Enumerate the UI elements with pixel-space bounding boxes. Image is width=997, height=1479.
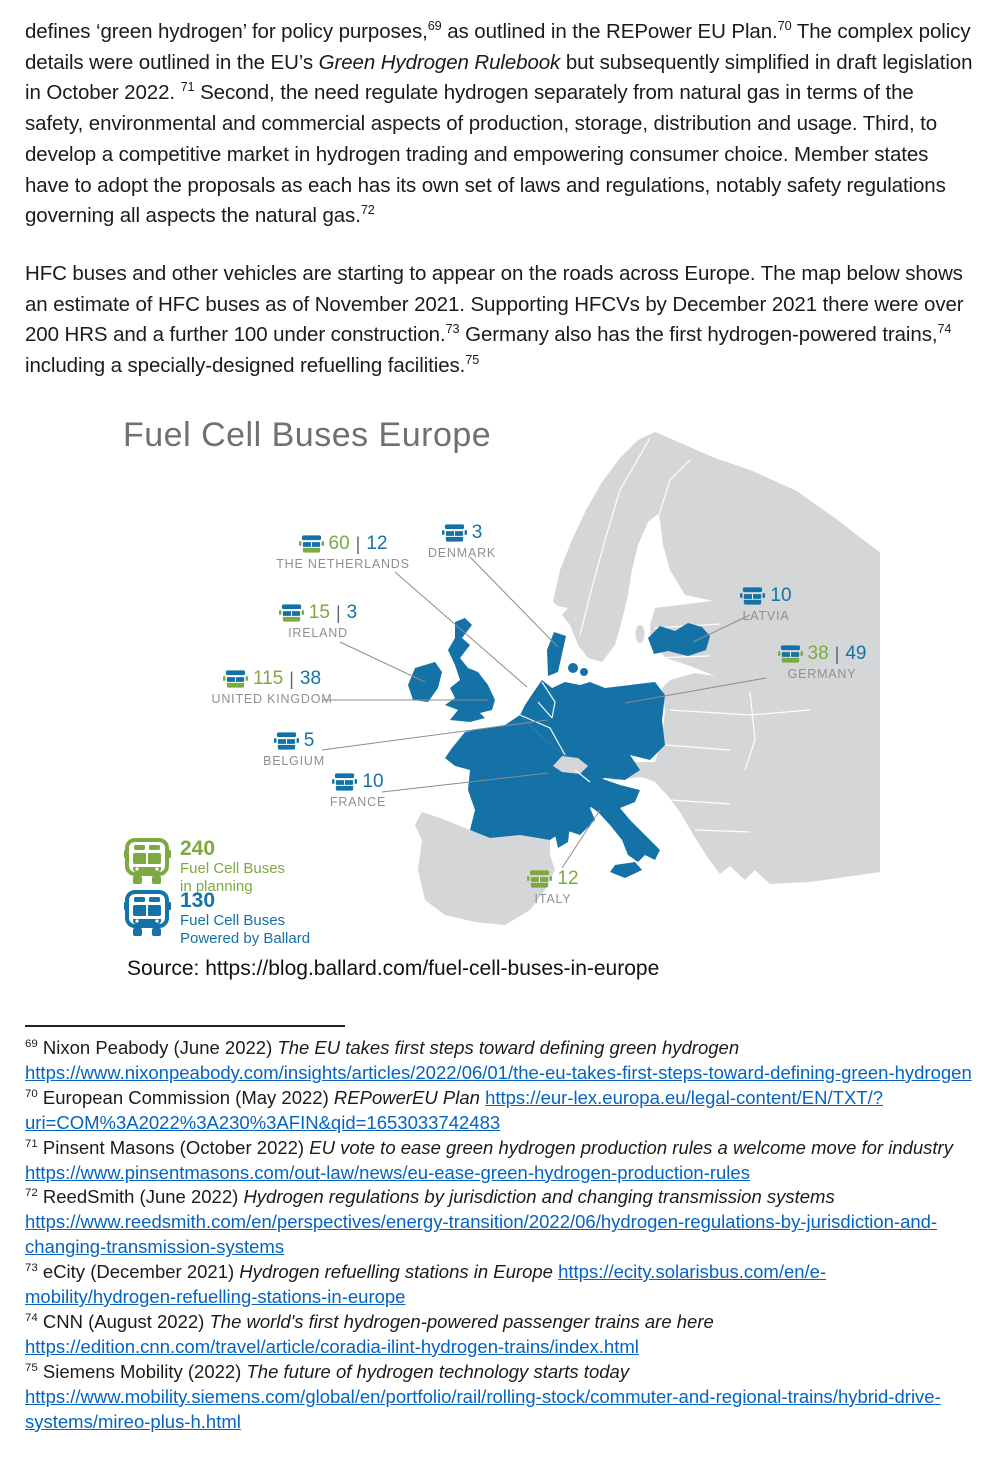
count-planned: 60 xyxy=(328,533,350,554)
separator: | xyxy=(834,643,840,664)
count-ballard: 3 xyxy=(471,522,483,543)
count-ballard: 3 xyxy=(346,602,358,623)
footnote-ref: 73 xyxy=(25,1262,38,1274)
footnote-73 xyxy=(25,1260,977,1310)
legend-planned xyxy=(124,838,285,896)
source-caption: Source: https://blog.ballard.com/fuel-cell-buses-in-europe xyxy=(127,957,660,980)
text-run: Second, the need regulate hydrogen separately from natural gas in terms of the safety, environmental and commercial aspects of production, storage, distribution and usage. Third, to develop a competitive market in hydrogen trading and empowering consumer choice. Member states have to adopt the proposals as each has its own set of laws and regulations, notably safety regulations governing all aspects the natural gas. xyxy=(25,81,946,228)
country-name: THE NETHERLANDS xyxy=(276,557,410,571)
map-label-belgium xyxy=(224,730,364,768)
footnote-ref: 71 xyxy=(25,1137,38,1150)
text-run: Siemens Mobility (2022) xyxy=(37,1360,247,1382)
footnote-ref: 69 xyxy=(427,18,442,34)
paragraph-green-hydrogen-policy xyxy=(25,17,977,232)
footnote-ref: 70 xyxy=(777,18,792,34)
green-bus-icon xyxy=(124,838,171,886)
bus-icon xyxy=(299,534,324,554)
hyperlink[interactable]: https://www.mobility.siemens.com/global/en/portfolio/rail/rolling-stock/commuter-and-regional-trains/hybrid-drive-systems/mireo-plus-h.html xyxy=(25,1385,941,1432)
text-run: REPowerEU Plan xyxy=(333,1086,480,1108)
footnote-70 xyxy=(25,1086,977,1136)
separator: | xyxy=(289,668,294,689)
country-name: FRANCE xyxy=(329,795,387,809)
map-title: Fuel Cell Buses Europe xyxy=(123,416,492,454)
footnote-ref: 74 xyxy=(937,321,952,337)
bus-icon xyxy=(527,869,552,889)
footnote-75 xyxy=(25,1360,977,1435)
bus-icon xyxy=(778,644,803,664)
footnote-ref: 72 xyxy=(360,202,375,218)
count-planned: 15 xyxy=(308,602,330,623)
map-label-germany xyxy=(752,643,892,681)
footnote-71 xyxy=(25,1136,977,1186)
map-label-united-kingdom xyxy=(202,668,342,706)
paragraph-hfc-buses xyxy=(25,259,977,382)
count-ballard: 5 xyxy=(303,730,315,751)
footnote-ref: 73 xyxy=(445,321,460,337)
country-name: GERMANY xyxy=(787,667,857,681)
count-ballard: 49 xyxy=(845,643,867,664)
text-run: Nixon Peabody (June 2022) xyxy=(37,1037,278,1058)
text-run: eCity (December 2021) xyxy=(37,1261,240,1283)
footnote-72 xyxy=(25,1185,977,1260)
map-label-ireland xyxy=(248,602,388,640)
bus-icon xyxy=(740,586,765,606)
text-run: HFC buses and other vehicles are starting to appear on the roads across Europe. The map below shows an estimate of HFC buses as of November 2021. Supporting HFCVs by December 2021 there were over 200 HRS and a further 100 under construction. xyxy=(25,262,964,347)
country-name: BELGIUM xyxy=(263,754,325,768)
country-name: UNITED KINGDOM xyxy=(211,692,333,706)
hyperlink[interactable]: https://edition.cnn.com/travel/article/coradia-ilint-hydrogen-trains/index.html xyxy=(25,1335,639,1357)
separator: | xyxy=(335,602,341,623)
count-ballard: 10 xyxy=(362,771,384,792)
legend-ballard xyxy=(124,890,310,948)
hyperlink[interactable]: https://ecity.solarisbus.com/en/e-mobility/hydrogen-refuelling-stations-in-europe xyxy=(25,1261,827,1308)
legend-line: Fuel Cell Buses xyxy=(180,912,286,929)
hyperlink[interactable]: https://www.reedsmith.com/en/perspectives/energy-transition/2022/06/hydrogen-regulations-by-jurisdiction-and-changing-transmission-systems xyxy=(25,1211,938,1258)
text-run: The world's first hydrogen-powered passenger trains are here xyxy=(209,1310,714,1332)
hyperlink[interactable]: https://www.nixonpeabody.com/insights/articles/2022/06/01/the-eu-takes-first-steps-toward-defining-green-hydrogen xyxy=(25,1061,972,1083)
bus-icon xyxy=(442,523,467,543)
map-label-latvia xyxy=(696,585,836,623)
text-run: Green Hydrogen Rulebook xyxy=(318,50,561,74)
count-planned: 115 xyxy=(252,668,284,689)
legend-count: 240 xyxy=(180,837,216,860)
count-planned: 38 xyxy=(807,643,829,664)
blue-bus-icon xyxy=(124,890,171,938)
text-run: European Commission (May 2022) xyxy=(37,1086,334,1108)
footnote-ref: 74 xyxy=(25,1311,38,1324)
footnotes-section xyxy=(25,1036,977,1435)
footnote-ref: 72 xyxy=(25,1187,38,1200)
text-run: as outlined in the REPower EU Plan. xyxy=(441,20,778,43)
country-name: ITALY xyxy=(534,892,572,906)
text-run: EU vote to ease green hydrogen production rules a welcome move for industry xyxy=(309,1136,953,1158)
country-name: IRELAND xyxy=(288,626,348,640)
text-run: Hydrogen refuelling stations in Europe xyxy=(239,1261,553,1283)
text-run: CNN (August 2022) xyxy=(37,1310,210,1332)
bus-icon xyxy=(274,731,299,751)
footnote-69 xyxy=(25,1036,977,1086)
count-planned: 12 xyxy=(557,868,579,889)
footnote-ref: 70 xyxy=(25,1087,38,1100)
map-label-italy xyxy=(483,868,623,906)
legend-count: 130 xyxy=(180,889,216,912)
footnote-ref: 69 xyxy=(25,1037,38,1050)
map-label-france xyxy=(288,771,428,809)
text-run: Hydrogen regulations by jurisdiction and changing transmission systems xyxy=(243,1186,835,1208)
legend-line: in planning xyxy=(180,878,253,895)
bus-icon xyxy=(223,669,248,689)
text-run: The EU takes first steps toward defining green hydrogen xyxy=(277,1037,740,1058)
footnote-74 xyxy=(25,1310,977,1360)
text-run: including a specially-designed refuelling facilities. xyxy=(25,354,466,378)
hyperlink[interactable]: https://www.pinsentmasons.com/out-law/news/eu-ease-green-hydrogen-production-rules xyxy=(25,1161,750,1183)
fuel-cell-buses-map-figure xyxy=(110,410,900,967)
count-ballard: 38 xyxy=(299,668,322,689)
footnote-ref: 71 xyxy=(180,79,195,95)
legend-line: Fuel Cell Buses xyxy=(180,860,286,877)
count-ballard: 12 xyxy=(366,533,388,554)
country-name: LATVIA xyxy=(742,609,790,623)
text-run: Pinsent Masons (October 2022) xyxy=(37,1136,310,1158)
legend-line: Powered by Ballard xyxy=(180,930,311,947)
count-ballard: 10 xyxy=(770,585,792,606)
text-run: The complex policy details were outlined in the EU’s xyxy=(25,20,971,74)
country-name: DENMARK xyxy=(427,546,497,560)
text-run: Germany also has the first hydrogen-powered trains, xyxy=(459,323,938,347)
hyperlink[interactable]: https://eur-lex.europa.eu/legal-content/EN/TXT/?uri=COM%3A2022%3A230%3AFIN&qid=1653033742483 xyxy=(25,1086,884,1133)
separator: | xyxy=(355,533,361,554)
text-run: ReedSmith (June 2022) xyxy=(37,1186,244,1208)
text-run: The future of hydrogen technology starts today xyxy=(246,1360,630,1382)
footnote-ref: 75 xyxy=(465,352,480,368)
text-run: but subsequently simplified in draft legislation in October 2022. xyxy=(25,50,973,105)
footnote-ref: 75 xyxy=(25,1361,38,1374)
map-label-denmark xyxy=(392,522,532,560)
bus-icon xyxy=(332,772,357,792)
bus-icon xyxy=(279,603,304,623)
text-run: defines ‘green hydrogen’ for policy purposes, xyxy=(25,20,428,43)
footnote-separator xyxy=(25,1025,345,1027)
